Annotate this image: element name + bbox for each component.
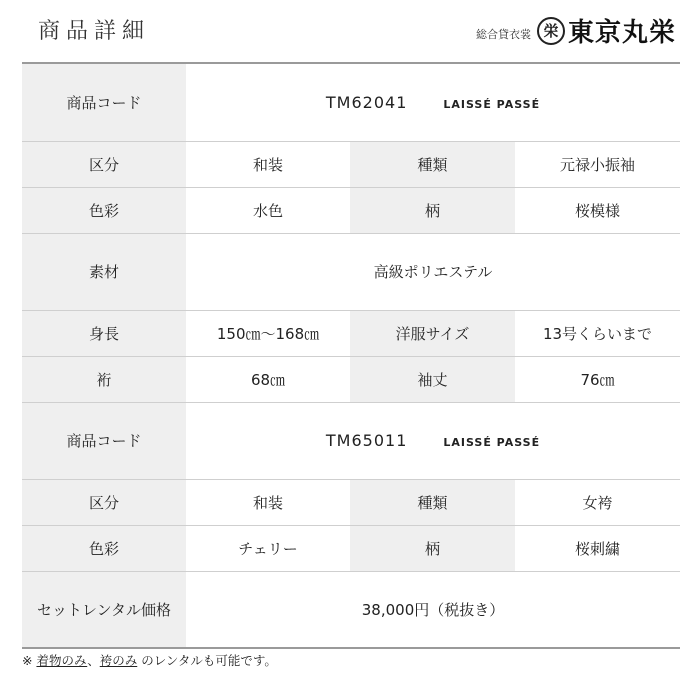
pattern-value: 桜模様	[515, 187, 680, 233]
note-suffix: のレンタルも可能です。	[137, 653, 277, 668]
product-brand: LAISSÉ PASSÉ	[443, 436, 541, 449]
category-label: 区分	[22, 141, 186, 187]
pattern-label: 柄	[350, 525, 515, 571]
table-row	[22, 571, 680, 648]
category-value: 和装	[186, 479, 350, 525]
sodetake-value: 76㎝	[515, 356, 680, 402]
product-code: TM65011	[325, 431, 408, 450]
material-label: 素材	[22, 233, 186, 310]
table-row	[22, 310, 680, 356]
category-value: 和装	[186, 141, 350, 187]
table-row	[22, 525, 680, 571]
sodetake-label: 袖丈	[350, 356, 515, 402]
brand-logo	[476, 12, 676, 49]
header	[0, 0, 700, 62]
pattern-label: 柄	[350, 187, 515, 233]
type-value: 元禄小振袖	[515, 141, 680, 187]
table-row	[22, 187, 680, 233]
note-prefix: ※	[22, 653, 37, 668]
page-title: 商品詳細	[38, 19, 151, 44]
color-value: 水色	[186, 187, 350, 233]
product-code: TM62041	[325, 92, 408, 112]
product-code-label: 商品コード	[22, 63, 186, 141]
note-separator: 、	[87, 653, 100, 668]
product-spec-table	[22, 62, 680, 649]
table-row	[22, 479, 680, 525]
rental-note	[22, 651, 277, 669]
table-row	[22, 141, 680, 187]
product-code-label: 商品コード	[22, 402, 186, 479]
brand-name: 東京丸栄	[567, 18, 676, 48]
type-value: 女袴	[515, 479, 680, 525]
height-label: 身長	[22, 310, 186, 356]
type-label: 種類	[350, 479, 515, 525]
table-row	[22, 233, 680, 310]
price-value: 38,000円（税抜き）	[186, 571, 680, 648]
note-kimono-only: 着物のみ	[36, 653, 88, 668]
material-value: 高級ポリエステル	[186, 233, 680, 310]
size-value: 13号くらいまで	[515, 310, 680, 356]
brand-subtitle: 総合貸衣裳	[475, 27, 531, 41]
height-value: 150㎝～168㎝	[186, 310, 350, 356]
price-label: セットレンタル価格	[22, 571, 186, 648]
color-value: チェリー	[186, 525, 350, 571]
pattern-value: 桜刺繍	[515, 525, 680, 571]
product-code-cell	[186, 63, 680, 141]
type-label: 種類	[350, 141, 515, 187]
color-label: 色彩	[22, 187, 186, 233]
yuki-value: 68㎝	[186, 356, 350, 402]
table-row	[22, 402, 680, 479]
product-brand: LAISSÉ PASSÉ	[443, 97, 541, 111]
size-label: 洋服サイズ	[350, 310, 515, 356]
product-code-cell	[186, 402, 680, 479]
table-row	[22, 356, 680, 402]
yuki-label: 裄	[22, 356, 186, 402]
brand-crest-icon: 栄	[537, 17, 565, 45]
note-hakama-only: 袴のみ	[99, 653, 138, 668]
category-label: 区分	[22, 479, 186, 525]
table-row	[22, 63, 680, 141]
color-label: 色彩	[22, 525, 186, 571]
